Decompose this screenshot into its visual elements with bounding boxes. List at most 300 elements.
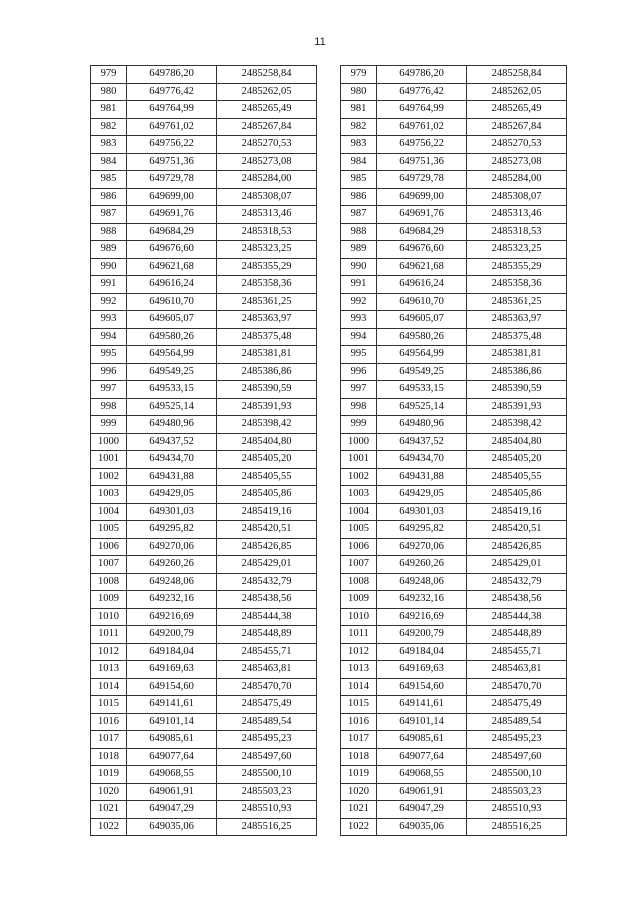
left-x-coordinate-cell: 649270,06 — [127, 538, 217, 556]
column-gap — [317, 381, 341, 399]
left-x-coordinate-cell: 649101,14 — [127, 713, 217, 731]
table-row — [91, 626, 567, 644]
left-y-coordinate-cell: 2485323,25 — [217, 241, 317, 259]
right-y-coordinate-cell: 2485265,49 — [467, 101, 567, 119]
right-x-coordinate-cell: 649061,91 — [377, 783, 467, 801]
right-x-coordinate-cell: 649232,16 — [377, 591, 467, 609]
table-row — [91, 276, 567, 294]
right-y-coordinate-cell: 2485262,05 — [467, 83, 567, 101]
table-row — [91, 416, 567, 434]
right-point-number-cell: 1020 — [341, 783, 377, 801]
right-point-number-cell: 986 — [341, 188, 377, 206]
right-point-number-cell: 993 — [341, 311, 377, 329]
left-point-number-cell: 1017 — [91, 731, 127, 749]
page-number: 11 — [314, 36, 326, 48]
right-x-coordinate-cell: 649776,42 — [377, 83, 467, 101]
column-gap — [317, 748, 341, 766]
left-point-number-cell: 1008 — [91, 573, 127, 591]
left-x-coordinate-cell: 649047,29 — [127, 801, 217, 819]
table-row — [91, 328, 567, 346]
table-row — [91, 311, 567, 329]
table-row — [91, 66, 567, 84]
table-row — [91, 101, 567, 119]
right-x-coordinate-cell: 649085,61 — [377, 731, 467, 749]
table-row — [91, 118, 567, 136]
table-row — [91, 258, 567, 276]
table-row — [91, 206, 567, 224]
right-point-number-cell: 994 — [341, 328, 377, 346]
right-x-coordinate-cell: 649764,99 — [377, 101, 467, 119]
table-row — [91, 573, 567, 591]
left-y-coordinate-cell: 2485516,25 — [217, 818, 317, 836]
table-row — [91, 818, 567, 836]
left-y-coordinate-cell: 2485284,00 — [217, 171, 317, 189]
column-gap — [317, 136, 341, 154]
left-x-coordinate-cell: 649260,26 — [127, 556, 217, 574]
right-point-number-cell: 1018 — [341, 748, 377, 766]
right-x-coordinate-cell: 649200,79 — [377, 626, 467, 644]
right-point-number-cell: 985 — [341, 171, 377, 189]
right-x-coordinate-cell: 649786,20 — [377, 66, 467, 84]
right-y-coordinate-cell: 2485448,89 — [467, 626, 567, 644]
right-x-coordinate-cell: 649248,06 — [377, 573, 467, 591]
right-x-coordinate-cell: 649434,70 — [377, 451, 467, 469]
column-gap — [317, 451, 341, 469]
right-x-coordinate-cell: 649684,29 — [377, 223, 467, 241]
table-row — [91, 223, 567, 241]
left-point-number-cell: 981 — [91, 101, 127, 119]
column-gap — [317, 293, 341, 311]
right-point-number-cell: 1010 — [341, 608, 377, 626]
left-x-coordinate-cell: 649761,02 — [127, 118, 217, 136]
left-x-coordinate-cell: 649580,26 — [127, 328, 217, 346]
left-y-coordinate-cell: 2485318,53 — [217, 223, 317, 241]
right-x-coordinate-cell: 649729,78 — [377, 171, 467, 189]
table-row — [91, 346, 567, 364]
column-gap — [317, 678, 341, 696]
left-point-number-cell: 997 — [91, 381, 127, 399]
right-point-number-cell: 996 — [341, 363, 377, 381]
right-y-coordinate-cell: 2485323,25 — [467, 241, 567, 259]
right-y-coordinate-cell: 2485361,25 — [467, 293, 567, 311]
right-y-coordinate-cell: 2485398,42 — [467, 416, 567, 434]
left-x-coordinate-cell: 649429,05 — [127, 486, 217, 504]
left-x-coordinate-cell: 649684,29 — [127, 223, 217, 241]
left-x-coordinate-cell: 649605,07 — [127, 311, 217, 329]
right-y-coordinate-cell: 2485390,59 — [467, 381, 567, 399]
left-point-number-cell: 998 — [91, 398, 127, 416]
right-x-coordinate-cell: 649068,55 — [377, 766, 467, 784]
left-y-coordinate-cell: 2485361,25 — [217, 293, 317, 311]
left-x-coordinate-cell: 649610,70 — [127, 293, 217, 311]
right-x-coordinate-cell: 649437,52 — [377, 433, 467, 451]
left-x-coordinate-cell: 649301,03 — [127, 503, 217, 521]
column-gap — [317, 503, 341, 521]
column-gap — [317, 276, 341, 294]
left-y-coordinate-cell: 2485390,59 — [217, 381, 317, 399]
right-x-coordinate-cell: 649751,36 — [377, 153, 467, 171]
left-y-coordinate-cell: 2485308,07 — [217, 188, 317, 206]
left-y-coordinate-cell: 2485455,71 — [217, 643, 317, 661]
left-x-coordinate-cell: 649764,99 — [127, 101, 217, 119]
column-gap — [317, 416, 341, 434]
left-x-coordinate-cell: 649729,78 — [127, 171, 217, 189]
left-y-coordinate-cell: 2485375,48 — [217, 328, 317, 346]
right-point-number-cell: 991 — [341, 276, 377, 294]
table-row — [91, 241, 567, 259]
right-point-number-cell: 1016 — [341, 713, 377, 731]
right-point-number-cell: 999 — [341, 416, 377, 434]
left-point-number-cell: 999 — [91, 416, 127, 434]
right-point-number-cell: 983 — [341, 136, 377, 154]
right-y-coordinate-cell: 2485258,84 — [467, 66, 567, 84]
table-row — [91, 153, 567, 171]
right-x-coordinate-cell: 649431,88 — [377, 468, 467, 486]
table-row — [91, 486, 567, 504]
right-x-coordinate-cell: 649101,14 — [377, 713, 467, 731]
column-gap — [317, 538, 341, 556]
left-x-coordinate-cell: 649216,69 — [127, 608, 217, 626]
column-gap — [317, 521, 341, 539]
left-x-coordinate-cell: 649480,96 — [127, 416, 217, 434]
right-y-coordinate-cell: 2485516,25 — [467, 818, 567, 836]
table-row — [91, 433, 567, 451]
left-point-number-cell: 987 — [91, 206, 127, 224]
left-x-coordinate-cell: 649141,61 — [127, 696, 217, 714]
right-point-number-cell: 1000 — [341, 433, 377, 451]
left-y-coordinate-cell: 2485398,42 — [217, 416, 317, 434]
left-point-number-cell: 984 — [91, 153, 127, 171]
left-point-number-cell: 1022 — [91, 818, 127, 836]
table-row — [91, 136, 567, 154]
left-x-coordinate-cell: 649616,24 — [127, 276, 217, 294]
column-gap — [317, 66, 341, 84]
left-point-number-cell: 991 — [91, 276, 127, 294]
left-point-number-cell: 1014 — [91, 678, 127, 696]
left-x-coordinate-cell: 649085,61 — [127, 731, 217, 749]
left-y-coordinate-cell: 2485463,81 — [217, 661, 317, 679]
left-point-number-cell: 1003 — [91, 486, 127, 504]
right-y-coordinate-cell: 2485495,23 — [467, 731, 567, 749]
table-row — [91, 398, 567, 416]
right-y-coordinate-cell: 2485419,16 — [467, 503, 567, 521]
column-gap — [317, 486, 341, 504]
right-y-coordinate-cell: 2485455,71 — [467, 643, 567, 661]
column-gap — [317, 311, 341, 329]
right-y-coordinate-cell: 2485463,81 — [467, 661, 567, 679]
right-point-number-cell: 1008 — [341, 573, 377, 591]
right-point-number-cell: 980 — [341, 83, 377, 101]
left-point-number-cell: 1018 — [91, 748, 127, 766]
right-point-number-cell: 981 — [341, 101, 377, 119]
table-row — [91, 748, 567, 766]
right-y-coordinate-cell: 2485470,70 — [467, 678, 567, 696]
left-point-number-cell: 990 — [91, 258, 127, 276]
left-x-coordinate-cell: 649035,06 — [127, 818, 217, 836]
left-x-coordinate-cell: 649200,79 — [127, 626, 217, 644]
left-y-coordinate-cell: 2485429,01 — [217, 556, 317, 574]
right-point-number-cell: 997 — [341, 381, 377, 399]
right-x-coordinate-cell: 649270,06 — [377, 538, 467, 556]
left-x-coordinate-cell: 649248,06 — [127, 573, 217, 591]
left-point-number-cell: 1011 — [91, 626, 127, 644]
left-point-number-cell: 1004 — [91, 503, 127, 521]
left-x-coordinate-cell: 649295,82 — [127, 521, 217, 539]
left-y-coordinate-cell: 2485391,93 — [217, 398, 317, 416]
left-point-number-cell: 982 — [91, 118, 127, 136]
right-x-coordinate-cell: 649605,07 — [377, 311, 467, 329]
right-y-coordinate-cell: 2485429,01 — [467, 556, 567, 574]
right-x-coordinate-cell: 649691,76 — [377, 206, 467, 224]
column-gap — [317, 206, 341, 224]
left-y-coordinate-cell: 2485438,56 — [217, 591, 317, 609]
left-point-number-cell: 1019 — [91, 766, 127, 784]
table-row — [91, 468, 567, 486]
column-gap — [317, 731, 341, 749]
right-point-number-cell: 1012 — [341, 643, 377, 661]
right-point-number-cell: 998 — [341, 398, 377, 416]
column-gap — [317, 188, 341, 206]
left-y-coordinate-cell: 2485419,16 — [217, 503, 317, 521]
table-row — [91, 731, 567, 749]
left-point-number-cell: 988 — [91, 223, 127, 241]
right-y-coordinate-cell: 2485444,38 — [467, 608, 567, 626]
right-y-coordinate-cell: 2485381,81 — [467, 346, 567, 364]
column-gap — [317, 643, 341, 661]
right-point-number-cell: 1006 — [341, 538, 377, 556]
column-gap — [317, 468, 341, 486]
right-x-coordinate-cell: 649141,61 — [377, 696, 467, 714]
left-y-coordinate-cell: 2485405,86 — [217, 486, 317, 504]
column-gap — [317, 101, 341, 119]
right-y-coordinate-cell: 2485355,29 — [467, 258, 567, 276]
table-row — [91, 83, 567, 101]
left-y-coordinate-cell: 2485432,79 — [217, 573, 317, 591]
right-y-coordinate-cell: 2485386,86 — [467, 363, 567, 381]
column-gap — [317, 591, 341, 609]
right-y-coordinate-cell: 2485420,51 — [467, 521, 567, 539]
right-x-coordinate-cell: 649699,00 — [377, 188, 467, 206]
right-y-coordinate-cell: 2485426,85 — [467, 538, 567, 556]
right-point-number-cell: 989 — [341, 241, 377, 259]
left-y-coordinate-cell: 2485503,23 — [217, 783, 317, 801]
column-gap — [317, 801, 341, 819]
left-point-number-cell: 1013 — [91, 661, 127, 679]
column-gap — [317, 258, 341, 276]
right-point-number-cell: 1009 — [341, 591, 377, 609]
left-point-number-cell: 1007 — [91, 556, 127, 574]
column-gap — [317, 608, 341, 626]
right-y-coordinate-cell: 2485489,54 — [467, 713, 567, 731]
left-x-coordinate-cell: 649786,20 — [127, 66, 217, 84]
left-y-coordinate-cell: 2485313,46 — [217, 206, 317, 224]
right-x-coordinate-cell: 649676,60 — [377, 241, 467, 259]
column-gap — [317, 346, 341, 364]
left-x-coordinate-cell: 649154,60 — [127, 678, 217, 696]
column-gap — [317, 783, 341, 801]
table-row — [91, 591, 567, 609]
left-x-coordinate-cell: 649756,22 — [127, 136, 217, 154]
right-point-number-cell: 987 — [341, 206, 377, 224]
left-x-coordinate-cell: 649184,04 — [127, 643, 217, 661]
left-point-number-cell: 1001 — [91, 451, 127, 469]
right-y-coordinate-cell: 2485391,93 — [467, 398, 567, 416]
left-point-number-cell: 1000 — [91, 433, 127, 451]
left-x-coordinate-cell: 649621,68 — [127, 258, 217, 276]
right-y-coordinate-cell: 2485284,00 — [467, 171, 567, 189]
right-x-coordinate-cell: 649564,99 — [377, 346, 467, 364]
left-x-coordinate-cell: 649434,70 — [127, 451, 217, 469]
column-gap — [317, 573, 341, 591]
left-x-coordinate-cell: 649776,42 — [127, 83, 217, 101]
left-y-coordinate-cell: 2485355,29 — [217, 258, 317, 276]
right-point-number-cell: 1021 — [341, 801, 377, 819]
right-x-coordinate-cell: 649580,26 — [377, 328, 467, 346]
table-row — [91, 661, 567, 679]
left-point-number-cell: 1021 — [91, 801, 127, 819]
table-row — [91, 188, 567, 206]
right-point-number-cell: 988 — [341, 223, 377, 241]
left-y-coordinate-cell: 2485448,89 — [217, 626, 317, 644]
right-y-coordinate-cell: 2485405,20 — [467, 451, 567, 469]
left-y-coordinate-cell: 2485386,86 — [217, 363, 317, 381]
right-point-number-cell: 1019 — [341, 766, 377, 784]
right-point-number-cell: 995 — [341, 346, 377, 364]
table-row — [91, 713, 567, 731]
table-row — [91, 451, 567, 469]
column-gap — [317, 398, 341, 416]
coordinates-table — [90, 65, 567, 836]
left-point-number-cell: 1009 — [91, 591, 127, 609]
column-gap — [317, 153, 341, 171]
column-gap — [317, 433, 341, 451]
table-row — [91, 608, 567, 626]
column-gap — [317, 83, 341, 101]
right-y-coordinate-cell: 2485358,36 — [467, 276, 567, 294]
table-row — [91, 363, 567, 381]
right-x-coordinate-cell: 649616,24 — [377, 276, 467, 294]
right-x-coordinate-cell: 649533,15 — [377, 381, 467, 399]
right-x-coordinate-cell: 649621,68 — [377, 258, 467, 276]
left-y-coordinate-cell: 2485381,81 — [217, 346, 317, 364]
right-y-coordinate-cell: 2485313,46 — [467, 206, 567, 224]
left-y-coordinate-cell: 2485489,54 — [217, 713, 317, 731]
column-gap — [317, 241, 341, 259]
right-point-number-cell: 1014 — [341, 678, 377, 696]
right-x-coordinate-cell: 649295,82 — [377, 521, 467, 539]
right-x-coordinate-cell: 649184,04 — [377, 643, 467, 661]
left-y-coordinate-cell: 2485444,38 — [217, 608, 317, 626]
right-y-coordinate-cell: 2485318,53 — [467, 223, 567, 241]
right-y-coordinate-cell: 2485405,86 — [467, 486, 567, 504]
left-point-number-cell: 1006 — [91, 538, 127, 556]
left-y-coordinate-cell: 2485267,84 — [217, 118, 317, 136]
right-x-coordinate-cell: 649260,26 — [377, 556, 467, 574]
left-y-coordinate-cell: 2485495,23 — [217, 731, 317, 749]
table-row — [91, 521, 567, 539]
right-x-coordinate-cell: 649077,64 — [377, 748, 467, 766]
column-gap — [317, 626, 341, 644]
left-point-number-cell: 1020 — [91, 783, 127, 801]
left-y-coordinate-cell: 2485405,20 — [217, 451, 317, 469]
column-gap — [317, 713, 341, 731]
right-point-number-cell: 1003 — [341, 486, 377, 504]
left-x-coordinate-cell: 649751,36 — [127, 153, 217, 171]
left-point-number-cell: 989 — [91, 241, 127, 259]
left-point-number-cell: 993 — [91, 311, 127, 329]
right-y-coordinate-cell: 2485497,60 — [467, 748, 567, 766]
coordinates-table-body — [91, 66, 567, 836]
left-point-number-cell: 992 — [91, 293, 127, 311]
right-y-coordinate-cell: 2485432,79 — [467, 573, 567, 591]
column-gap — [317, 818, 341, 836]
left-point-number-cell: 985 — [91, 171, 127, 189]
right-x-coordinate-cell: 649301,03 — [377, 503, 467, 521]
left-point-number-cell: 983 — [91, 136, 127, 154]
table-row — [91, 293, 567, 311]
left-y-coordinate-cell: 2485404,80 — [217, 433, 317, 451]
column-gap — [317, 766, 341, 784]
right-point-number-cell: 1004 — [341, 503, 377, 521]
right-point-number-cell: 979 — [341, 66, 377, 84]
table-row — [91, 643, 567, 661]
left-y-coordinate-cell: 2485270,53 — [217, 136, 317, 154]
left-y-coordinate-cell: 2485510,93 — [217, 801, 317, 819]
left-x-coordinate-cell: 649676,60 — [127, 241, 217, 259]
column-gap — [317, 171, 341, 189]
right-point-number-cell: 992 — [341, 293, 377, 311]
left-y-coordinate-cell: 2485475,49 — [217, 696, 317, 714]
right-point-number-cell: 1013 — [341, 661, 377, 679]
left-y-coordinate-cell: 2485363,97 — [217, 311, 317, 329]
left-y-coordinate-cell: 2485500,10 — [217, 766, 317, 784]
left-point-number-cell: 996 — [91, 363, 127, 381]
right-x-coordinate-cell: 649756,22 — [377, 136, 467, 154]
right-x-coordinate-cell: 649035,06 — [377, 818, 467, 836]
right-x-coordinate-cell: 649480,96 — [377, 416, 467, 434]
column-gap — [317, 661, 341, 679]
right-x-coordinate-cell: 649549,25 — [377, 363, 467, 381]
table-row — [91, 801, 567, 819]
right-y-coordinate-cell: 2485375,48 — [467, 328, 567, 346]
left-point-number-cell: 995 — [91, 346, 127, 364]
left-x-coordinate-cell: 649564,99 — [127, 346, 217, 364]
right-point-number-cell: 1011 — [341, 626, 377, 644]
left-point-number-cell: 1012 — [91, 643, 127, 661]
table-row — [91, 171, 567, 189]
table-row — [91, 696, 567, 714]
right-x-coordinate-cell: 649610,70 — [377, 293, 467, 311]
left-y-coordinate-cell: 2485262,05 — [217, 83, 317, 101]
right-point-number-cell: 1002 — [341, 468, 377, 486]
table-row — [91, 678, 567, 696]
left-point-number-cell: 1015 — [91, 696, 127, 714]
right-x-coordinate-cell: 649429,05 — [377, 486, 467, 504]
left-x-coordinate-cell: 649431,88 — [127, 468, 217, 486]
right-y-coordinate-cell: 2485405,55 — [467, 468, 567, 486]
right-x-coordinate-cell: 649525,14 — [377, 398, 467, 416]
left-y-coordinate-cell: 2485273,08 — [217, 153, 317, 171]
right-point-number-cell: 1007 — [341, 556, 377, 574]
left-x-coordinate-cell: 649061,91 — [127, 783, 217, 801]
left-x-coordinate-cell: 649068,55 — [127, 766, 217, 784]
right-x-coordinate-cell: 649761,02 — [377, 118, 467, 136]
left-x-coordinate-cell: 649169,63 — [127, 661, 217, 679]
column-gap — [317, 223, 341, 241]
left-y-coordinate-cell: 2485426,85 — [217, 538, 317, 556]
right-y-coordinate-cell: 2485475,49 — [467, 696, 567, 714]
right-y-coordinate-cell: 2485500,10 — [467, 766, 567, 784]
